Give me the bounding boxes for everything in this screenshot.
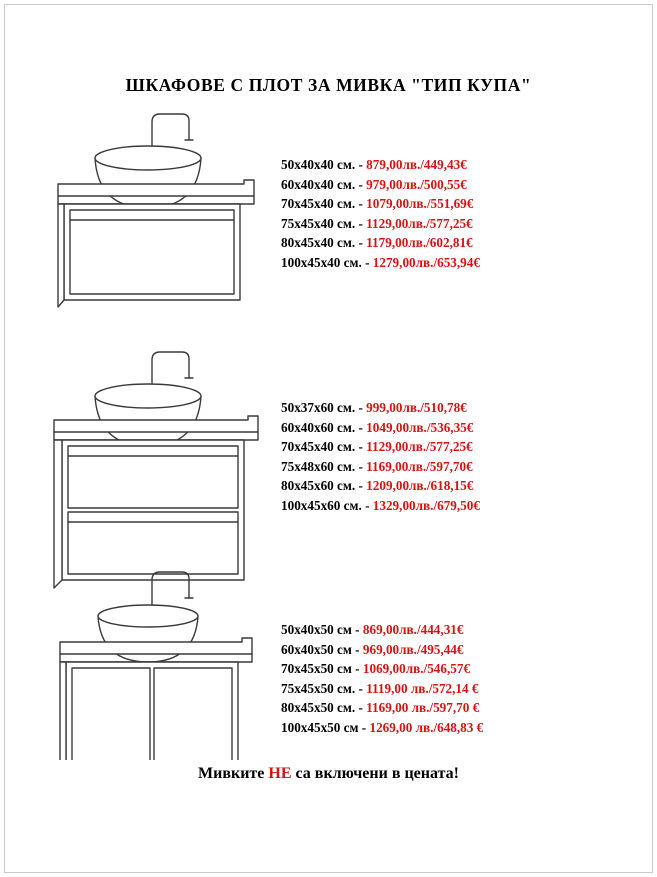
price-row: [281, 175, 480, 195]
price-dimensions: 75x45x50 см. -: [281, 680, 367, 696]
price-list-group-2: [281, 398, 480, 515]
price-dimensions: 50x40x50 см -: [281, 622, 363, 637]
footer-suffix: са включени в цената!: [291, 765, 459, 782]
price-row: [281, 620, 483, 640]
price-dimensions: 100x45x60 см. -: [281, 497, 373, 513]
price-row: [281, 398, 480, 418]
price-row: [281, 496, 480, 516]
price-amount: 869,00лв./444,31€: [362, 622, 464, 637]
price-dimensions: 100x45x50 см -: [281, 719, 370, 735]
vanity-unit-double-drawer: [54, 352, 258, 588]
price-dimensions: 80x45x50 см. -: [281, 700, 367, 715]
price-dimensions: 70x45x40 см. -: [281, 439, 367, 454]
price-dimensions: 75x48x60 см. -: [281, 458, 367, 474]
price-dimensions: 50x40x40 см. -: [281, 157, 367, 172]
price-dimensions: 70x45x40 см. -: [281, 196, 367, 211]
price-amount: 1069,00лв./546,57€: [362, 661, 471, 676]
price-amount: 879,00лв./449,43€: [366, 157, 467, 172]
price-dimensions: 60x40x40 см. -: [281, 176, 367, 192]
price-dimensions: 80x45x60 см. -: [281, 478, 367, 493]
price-amount: 1119,00 лв./572,14 €: [366, 680, 479, 696]
price-amount: 979,00лв./500,55€: [366, 176, 467, 192]
price-row: [281, 194, 480, 214]
price-amount: 1129,00лв./577,25€: [366, 215, 473, 231]
price-row: [281, 253, 480, 273]
price-amount: 1049,00лв./536,35€: [366, 419, 474, 435]
vanity-units-drawing: [48, 100, 268, 760]
price-row: [281, 659, 483, 679]
price-dimensions: 100x45x40 см. -: [281, 254, 373, 270]
price-dimensions: 70x45x50 см -: [281, 661, 363, 676]
price-amount: 1079,00лв./551,69€: [366, 196, 474, 211]
footer-note: [0, 765, 657, 783]
price-row: [281, 698, 483, 718]
page-title: ШКАФОВЕ С ПЛОТ ЗА МИВКА "ТИП КУПА": [125, 75, 532, 95]
price-list-group-1: [281, 155, 480, 272]
footer-prefix: Мивките: [198, 765, 269, 782]
price-dimensions: 60x40x50 см -: [281, 641, 363, 657]
illustrations-column: [48, 100, 268, 760]
price-dimensions: 60x40x60 см. -: [281, 419, 367, 435]
price-row: [281, 476, 480, 496]
price-list-group-3: [281, 620, 483, 737]
price-amount: 969,00лв./495,44€: [362, 641, 464, 657]
price-amount: 1129,00лв./577,25€: [366, 439, 473, 454]
price-amount: 1169,00лв./597,70€: [366, 458, 473, 474]
price-amount: 1209,00лв./618,15€: [366, 478, 474, 493]
price-amount: 1269,00 лв./648,83 €: [369, 719, 484, 735]
price-amount: 999,00лв./510,78€: [366, 400, 467, 415]
price-row: [281, 718, 483, 738]
price-dimensions: 80x45x40 см. -: [281, 235, 367, 250]
price-row: [281, 214, 480, 234]
price-amount: 1329,00лв./679,50€: [372, 497, 480, 513]
price-row: [281, 155, 480, 175]
vanity-unit-two-doors: [60, 572, 252, 760]
price-amount: 1279,00лв./653,94€: [372, 254, 480, 270]
price-row: [281, 418, 480, 438]
price-dimensions: 50x37x60 см. -: [281, 400, 367, 415]
price-row: [281, 233, 480, 253]
price-row: [281, 679, 483, 699]
price-row: [281, 437, 480, 457]
price-dimensions: 75x45x40 см. -: [281, 215, 367, 231]
price-row: [281, 457, 480, 477]
price-row: [281, 640, 483, 660]
price-amount: 1169,00 лв./597,70 €: [366, 700, 480, 715]
footer-negation: НЕ: [268, 765, 292, 782]
vanity-unit-single-drawer: [58, 114, 254, 307]
price-amount: 1179,00лв./602,81€: [366, 235, 473, 250]
